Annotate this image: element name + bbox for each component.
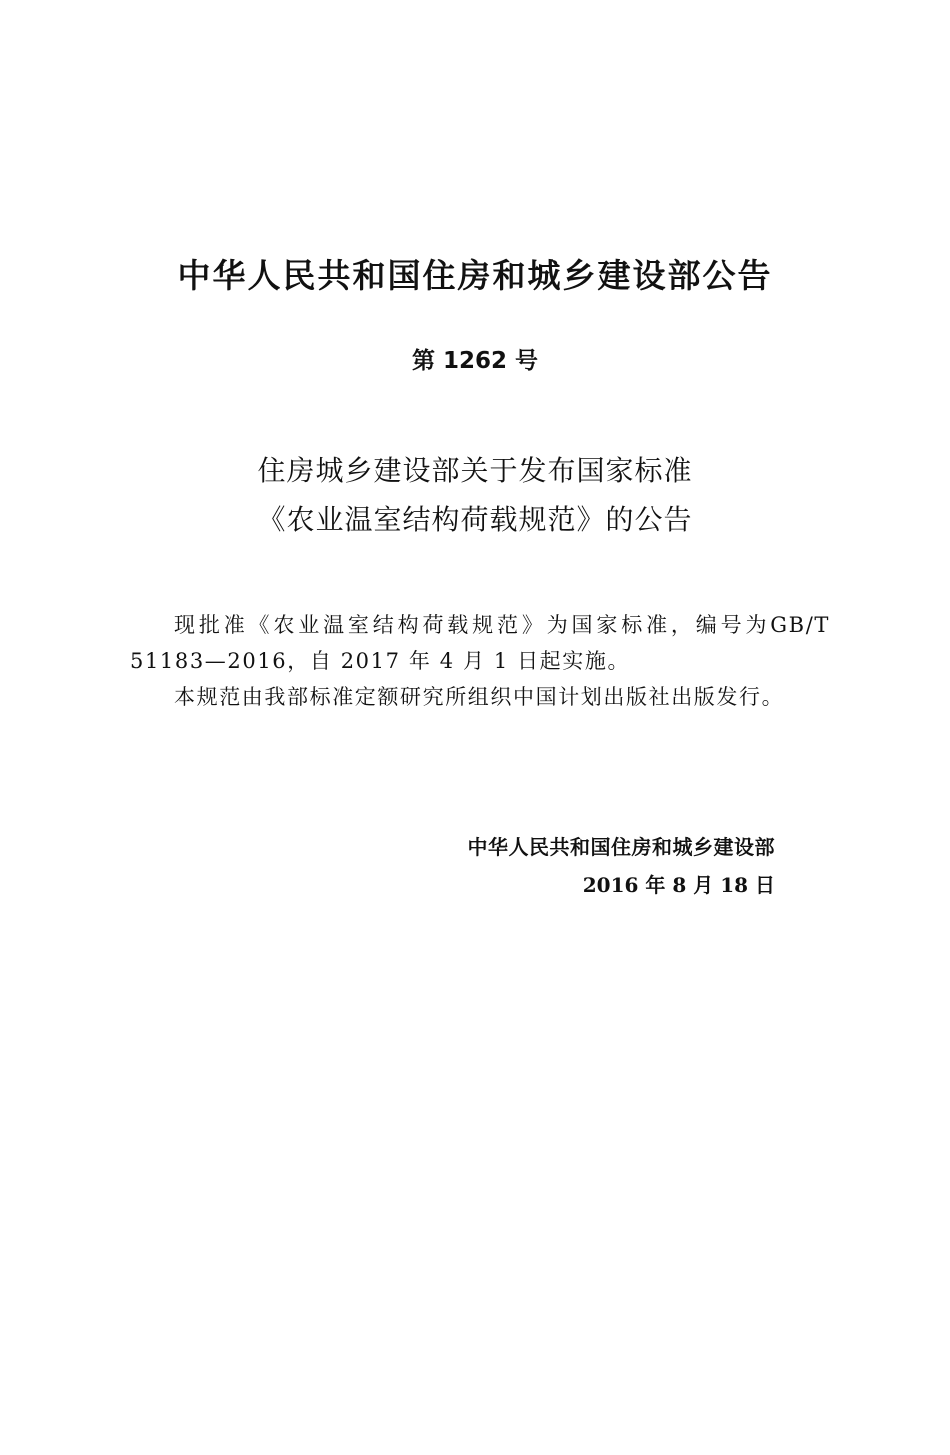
- signature-date: 2016 年 8 月 18 日: [582, 873, 775, 897]
- notice-title-line1: 住房城乡建设部关于发布国家标准: [257, 454, 693, 487]
- notice-body: [130, 607, 830, 715]
- signature-organization: 中华人民共和国住房和城乡建设部: [467, 835, 775, 859]
- notice-title-line2: 《农业温室结构荷载规范》的公告: [257, 503, 693, 536]
- notice-paragraph-approval: 现批准《农业温室结构荷载规范》为国家标准，编号为GB/T 51183—2016，自 2017 年 4 月 1 日起实施。: [130, 613, 830, 673]
- org-title: 中华人民共和国住房和城乡建设部公告: [177, 256, 773, 295]
- notice-number: 第 1262 号: [411, 348, 539, 374]
- notice-paragraph-publication: 本规范由我部标准定额研究所组织中国计划出版社出版发行。: [174, 685, 785, 709]
